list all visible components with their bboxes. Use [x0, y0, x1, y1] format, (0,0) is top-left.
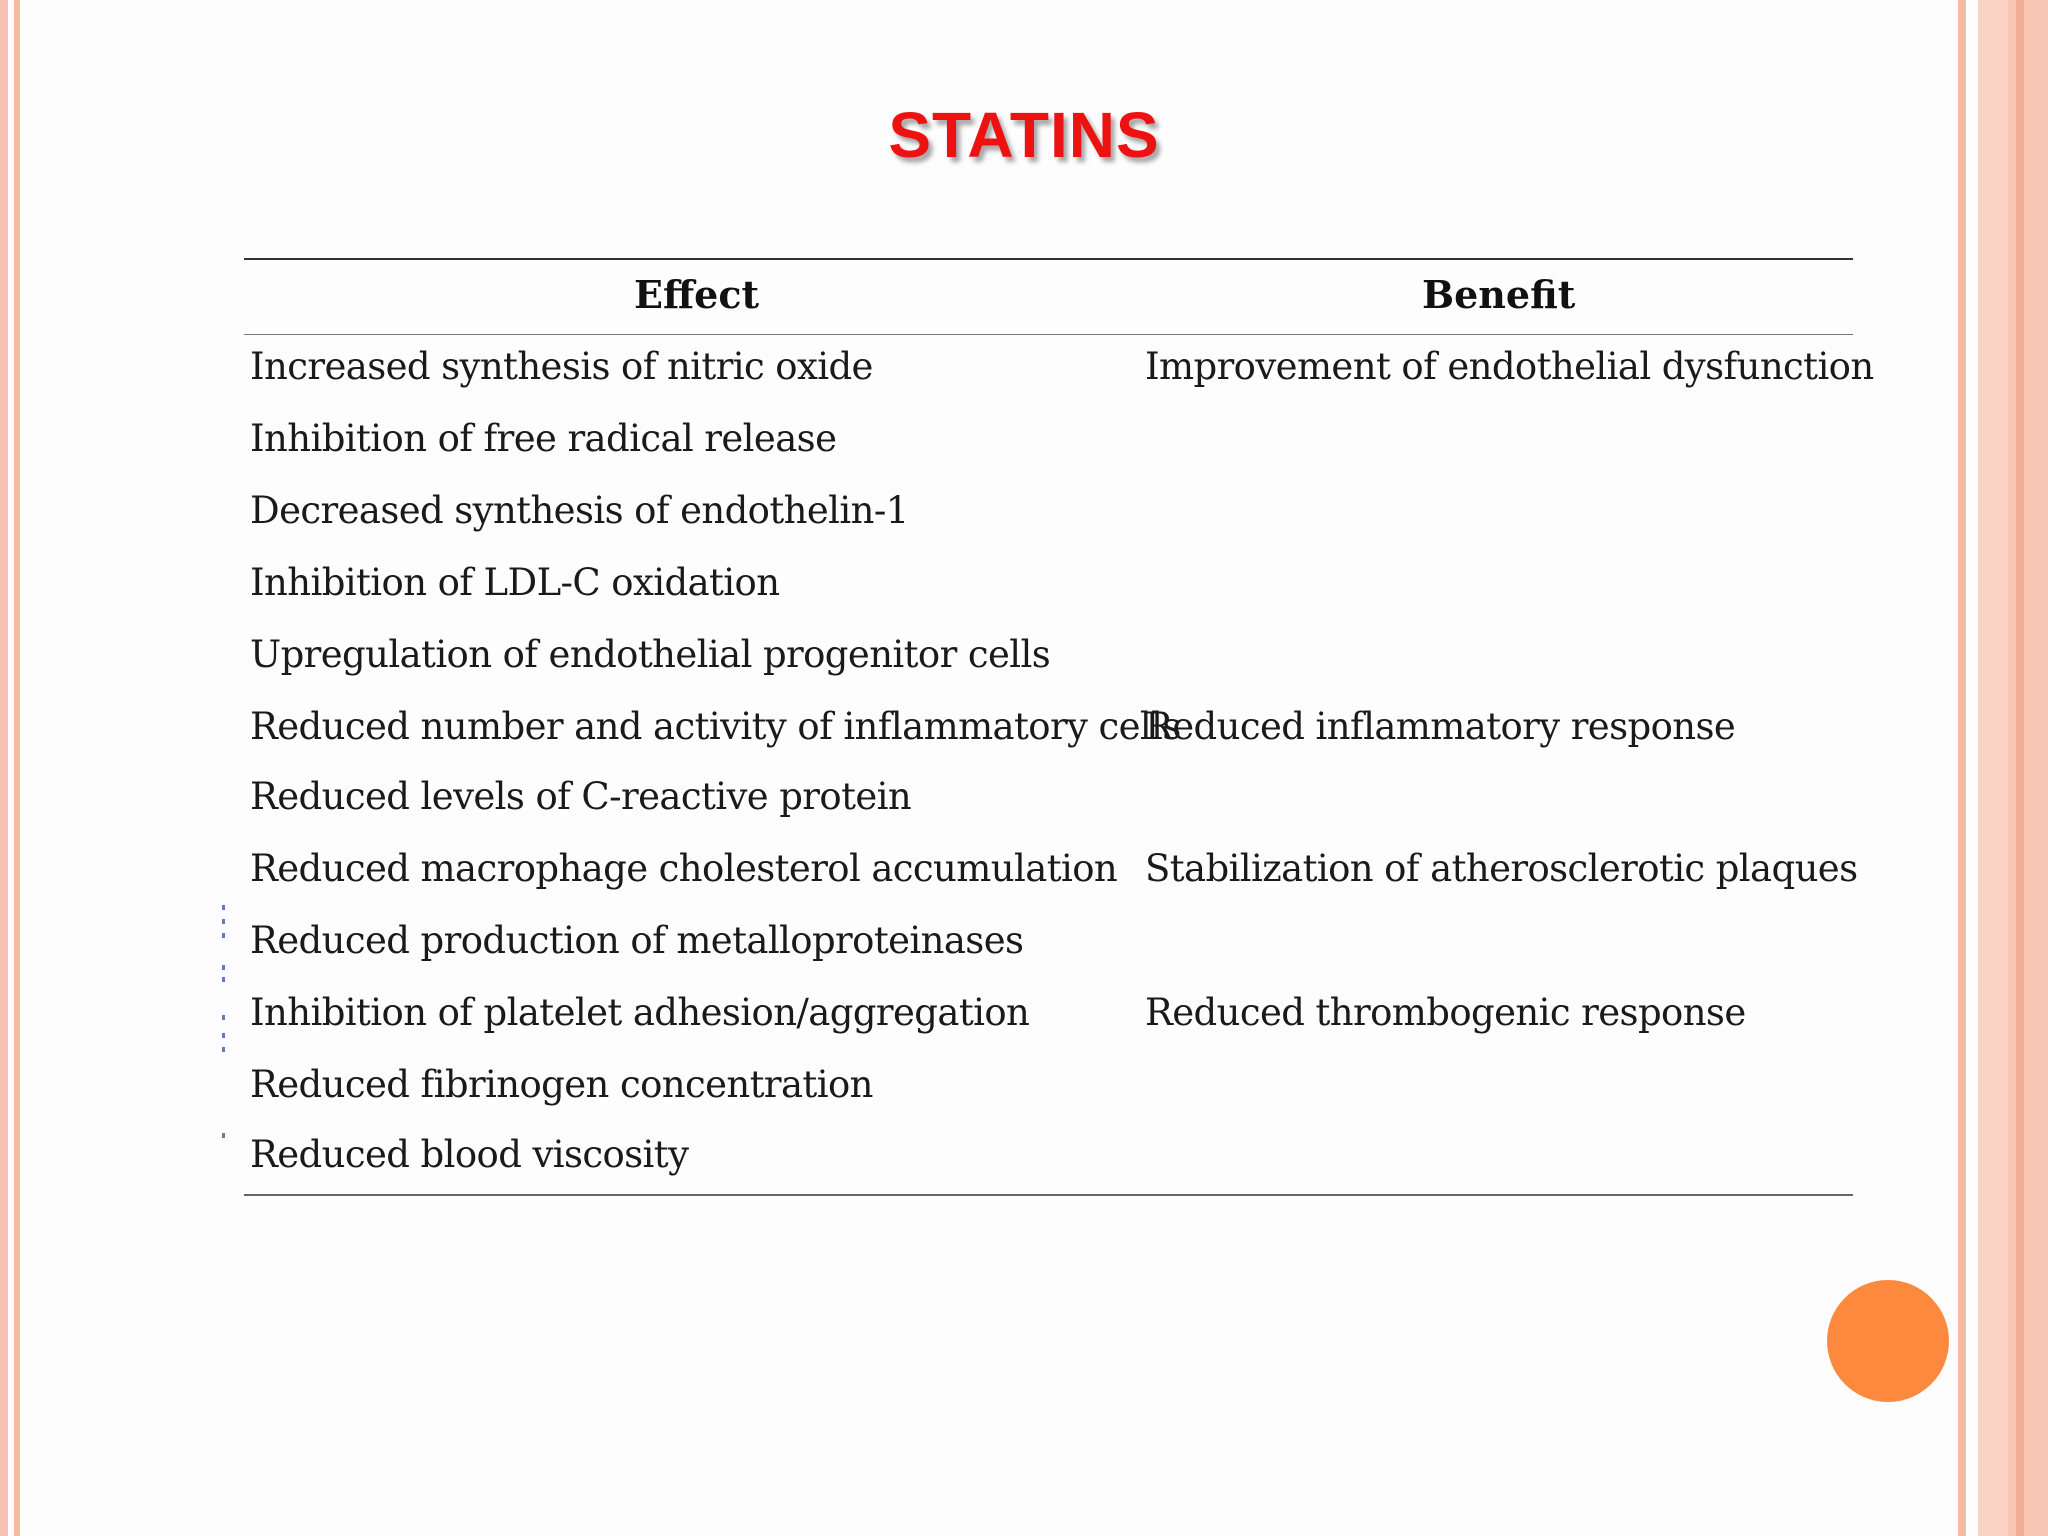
benefit-cell: Stabilization of atherosclerotic plaques	[1145, 847, 1858, 890]
guide-dot	[222, 1033, 225, 1038]
table-row	[250, 1133, 1850, 1193]
decorative-orange-circle	[1827, 1280, 1949, 1402]
benefit-cell: Reduced thrombogenic response	[1145, 991, 1746, 1034]
table-row	[250, 847, 1858, 907]
table-row	[250, 561, 1850, 621]
effect-cell: Reduced macrophage cholesterol accumulation	[250, 847, 1118, 890]
effect-cell: Inhibition of LDL-C oxidation	[250, 561, 780, 604]
benefit-cell: Improvement of endothelial dysfunction	[1145, 345, 1874, 388]
table-row	[250, 1063, 1850, 1123]
column-header-benefit: Benefit	[1422, 272, 1576, 317]
slide-frame-left-inner	[14, 0, 20, 1536]
effect-cell: Inhibition of free radical release	[250, 417, 837, 460]
slide-frame-right-middle	[1978, 0, 2008, 1536]
effect-cell: Increased synthesis of nitric oxide	[250, 345, 873, 388]
guide-dot	[222, 1047, 225, 1052]
guide-dot	[222, 1015, 225, 1020]
table-row	[250, 489, 1850, 549]
table-row	[250, 417, 1850, 477]
effect-cell: Decreased synthesis of endothelin-1	[250, 489, 909, 532]
table-row	[250, 991, 1850, 1051]
table-row	[250, 919, 1850, 979]
column-header-effect: Effect	[634, 272, 760, 317]
effect-cell: Reduced fibrinogen concentration	[250, 1063, 873, 1106]
guide-dot	[222, 905, 225, 910]
slide-frame-stripe	[2016, 0, 2024, 1536]
table-row	[250, 633, 1850, 693]
effect-cell: Reduced levels of C-reactive protein	[250, 775, 912, 818]
slide-frame-left-outer	[0, 0, 8, 1536]
table-row	[250, 345, 1874, 405]
table-row	[250, 775, 1850, 835]
table-bottom-rule	[244, 1194, 1853, 1196]
selection-guide-dots	[222, 905, 225, 1195]
table-header-rule	[244, 334, 1853, 335]
table-top-rule	[244, 258, 1853, 260]
slide-frame-right-inner	[1958, 0, 1966, 1536]
effect-cell: Reduced blood viscosity	[250, 1133, 689, 1176]
effect-cell: Reduced production of metalloproteinases	[250, 919, 1024, 962]
slide-title: STATINS	[888, 99, 1160, 171]
benefit-cell: Reduced inflammatory response	[1145, 705, 1736, 748]
effect-cell: Reduced number and activity of inflammatory cells	[250, 705, 1181, 748]
guide-dot	[222, 919, 225, 924]
guide-dot	[222, 977, 225, 982]
slide-frame-right-outer	[2008, 0, 2048, 1536]
guide-dot	[222, 1133, 225, 1138]
effect-cell: Upregulation of endothelial progenitor cells	[250, 633, 1051, 676]
guide-dot	[222, 965, 225, 970]
guide-dot	[222, 933, 225, 938]
effect-cell: Inhibition of platelet adhesion/aggregation	[250, 991, 1030, 1034]
table-row	[250, 705, 1850, 765]
